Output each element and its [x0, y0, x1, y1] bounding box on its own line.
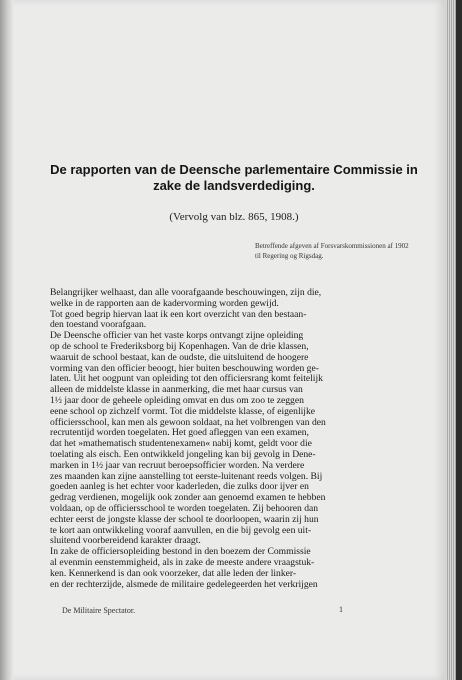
- body-line: sluitend voorbereidend karakter draagt.: [50, 536, 201, 547]
- article-body: [50, 288, 434, 590]
- page-gutter-shadow: [0, 0, 14, 680]
- background-edge: [456, 0, 462, 680]
- body-line: vorming van den officier beoogt, hier buiten beschouwing worden ge-: [50, 363, 319, 374]
- title-line-2: zake de landsverdediging.: [153, 178, 315, 193]
- continuation-note: (Vervolg van blz. 865, 1908.): [169, 211, 299, 223]
- body-line: voldaan, op de officiersschool te worden toegelaten. Zij behooren dan: [50, 503, 319, 514]
- body-line: toelating als eisch. Een ontwikkeld jongeling kan bij gevolg in Dene-: [50, 449, 316, 460]
- body-line: officiersschool, kan men als gewoon soldaat, na het volbrengen van den: [50, 417, 326, 428]
- source-note: [255, 241, 409, 261]
- footer-source: De Militaire Spectator.: [62, 606, 136, 615]
- body-line: zes maanden kan zijne aanstelling tot eerste-luitenant reeds volgen. Bij: [50, 471, 323, 482]
- body-line: echter eerst de jongste klasse der school te doorloopen, waarin zij hun: [50, 514, 319, 525]
- body-line: Belangrijker welhaast, dan alle voorafgaande beschouwingen, zijn die,: [50, 288, 322, 298]
- body-line: marken in 1½ jaar van recruut beroepsofficier worden. Na verdere: [50, 460, 305, 471]
- body-line: eene school op zichzelf vormt. Tot die middelste klasse, of eigenlijke: [50, 406, 316, 417]
- body-line: te kort aan ontwikkeling vooraf aanvullen, en die bij gevolg een uit-: [50, 525, 312, 536]
- body-line: welke in de rapporten aan de kadervorming worden gewijd.: [50, 298, 279, 309]
- body-line: gedrag verdienen, mogelijk ook zonder aan genoemd examen te hebben: [50, 493, 326, 504]
- body-line: ken. Kennerkend is dan ook voorzeker, dat alle leden der linker-: [50, 568, 297, 579]
- body-line: Tot goed begrip hiervan laat ik een kort overzicht van den bestaan-: [50, 309, 307, 320]
- body-line: alleen de middelste klasse in aanmerking, die met haar cursus van: [50, 385, 303, 396]
- title-line-1: De rapporten van de Deensche parlementaire Commissie in: [50, 162, 418, 177]
- article-title: [38, 162, 430, 194]
- page-number: 1: [339, 605, 343, 614]
- source-note-line-2: til Regering og Rigsdag.: [255, 252, 324, 260]
- body-line: In zake de officiersopleiding bestond in den boezem der Commissie: [50, 547, 311, 558]
- body-line: laten. Uit het oogpunt van opleiding tot den officiersrang komt feitelijk: [50, 374, 323, 385]
- body-line: en der rechterzijde, alsmede de militaire gedelegeerden het verkrijgen: [50, 579, 318, 590]
- body-line: goeden aanleg is het echter voor kaderleden, die zulks door ijver en: [50, 482, 309, 493]
- body-line: recrutentijd worden toegelaten. Het goed afleggen van een examen,: [50, 428, 309, 439]
- body-line: De Deensche officier van het vaste korps ontvangt zijne opleiding: [50, 331, 304, 342]
- body-line: dat het »mathematisch studentenexamen« nabij komt, geldt voor die: [50, 439, 312, 450]
- source-note-line-1: Betreffende afgeven af Forsvarskommissionen af 1902: [255, 242, 409, 250]
- body-line: den toestand voorafgaan.: [50, 320, 147, 331]
- body-line: waaruit de school bestaat, kan de oudste, die uitsluitend de hoogere: [50, 352, 309, 363]
- body-line: al evenmin eenstemmigheid, als in zake de meeste andere vraagstuk-: [50, 557, 315, 568]
- body-line: 1½ jaar door de geheele opleiding omvat en dus om zoo te zeggen: [50, 395, 304, 406]
- body-line: op de school te Frederiksborg bij Kopenhagen. Van de drie klassen,: [50, 341, 309, 352]
